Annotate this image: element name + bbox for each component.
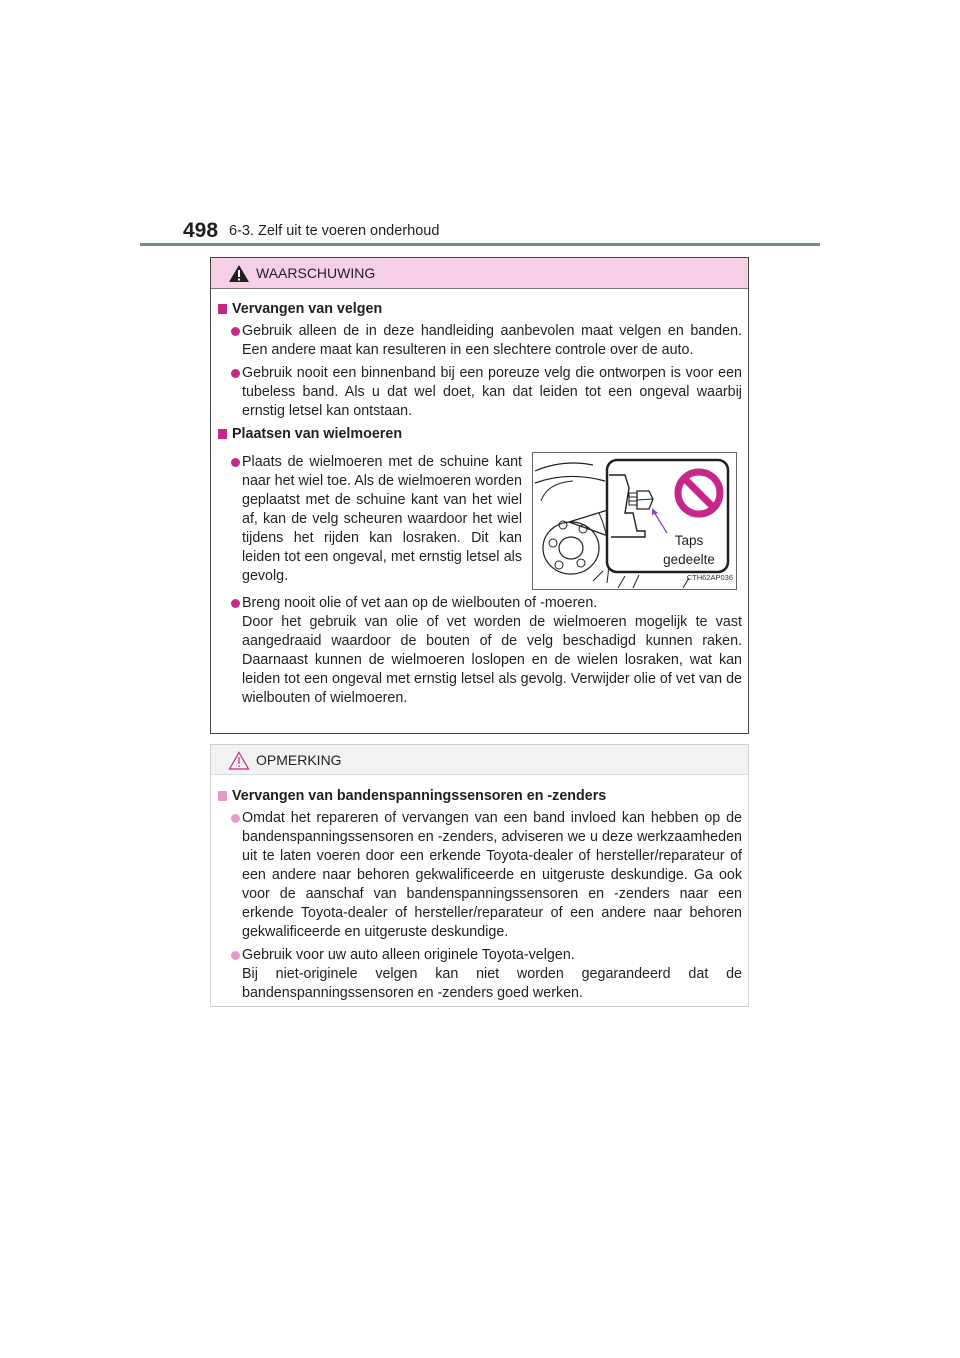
- list-item: Gebruik nooit een binnenband bij een poreuze velg die ontworpen is voor een tubeless band. Als u dat wel doet, kan dat leiden tot een ongeval waarbij ernstig letsel kan ontstaan.: [217, 364, 742, 421]
- warning-box: [210, 257, 749, 734]
- square-bullet-icon: [218, 429, 227, 439]
- note-header: [211, 745, 748, 775]
- round-bullet-icon: [231, 369, 240, 378]
- list-item: Gebruik alleen de in deze handleiding aanbevolen maat velgen en banden. Een andere maat kan resulteren in een slechtere controle over de auto.: [217, 322, 742, 360]
- square-bullet-icon: [218, 304, 227, 314]
- round-bullet-icon: [231, 599, 240, 608]
- square-bullet-icon: [218, 791, 227, 801]
- prohibition-icon: [673, 467, 725, 519]
- round-bullet-icon: [231, 951, 240, 960]
- header-rule: [140, 243, 820, 246]
- warning-header: [211, 258, 748, 289]
- page-number: 498: [183, 219, 219, 242]
- round-bullet-icon: [231, 458, 240, 467]
- warning-triangle-icon: [228, 264, 250, 283]
- section-heading: Vervangen van velgen: [217, 300, 742, 319]
- section-title: 6-3. Zelf uit te voeren onderhoud: [229, 223, 440, 239]
- section-heading: Vervangen van bandenspanningssensoren en -zenders: [217, 787, 742, 806]
- round-bullet-icon: [231, 327, 240, 336]
- list-item: Breng nooit olie of vet aan op de wielbouten of -moeren. Door het gebruik van olie of vet worden de wielmoeren mogelijk te vast aangedraaid waardoor de bouten of de velg beschadigd kunnen raken. Daarnaast kunnen de wielmoeren loslopen en de wielen losraken, wat kan leiden tot een ongeval met ernstig letsel als gevolg. Verwijder olie of vet van de wielbouten of wielmoeren.: [217, 594, 742, 708]
- figure-code: CTH62AP036: [686, 573, 733, 582]
- caution-triangle-icon: [228, 751, 250, 770]
- note-title: OPMERKING: [256, 752, 342, 768]
- round-bullet-icon: [231, 814, 240, 823]
- list-item: Plaats de wielmoeren met de schuine kant naar het wiel toe. Als de wielmoeren worden geplaatst met de schuine kant van het wiel af, kan de velg scheuren waardoor het wiel tijdens het rijden kan losraken. Dit kan leiden tot een ongeval, met ernstig letsel als gevolg.: [217, 453, 522, 586]
- taper-label: Taps gedeelte: [663, 533, 715, 567]
- wheel-nut-illustration: [532, 452, 737, 590]
- list-item: Gebruik voor uw auto alleen originele Toyota-velgen. Bij niet-originele velgen kan niet worden gegarandeerd dat de bandenspanningssensoren en -zenders goed werken.: [217, 946, 742, 1003]
- note-box: [210, 744, 749, 1007]
- section-heading: Plaatsen van wielmoeren: [217, 425, 742, 444]
- list-item: Omdat het repareren of vervangen van een band invloed kan hebben op de bandenspanningssensoren en -zenders, adviseren we u deze werkzaamheden uit te laten voeren door een erkende Toyota-dealer of hersteller/reparateur of een andere naar behoren gekwalificeerde en uitgeruste deskundige. Ga ook voor de aanschaf van bandenspanningssensoren en -zenders naar een erkende Toyota-dealer of hersteller/reparateur of een andere naar behoren gekwalificeerde en uitgeruste deskundige.: [217, 809, 742, 942]
- warning-title: WAARSCHUWING: [256, 265, 376, 281]
